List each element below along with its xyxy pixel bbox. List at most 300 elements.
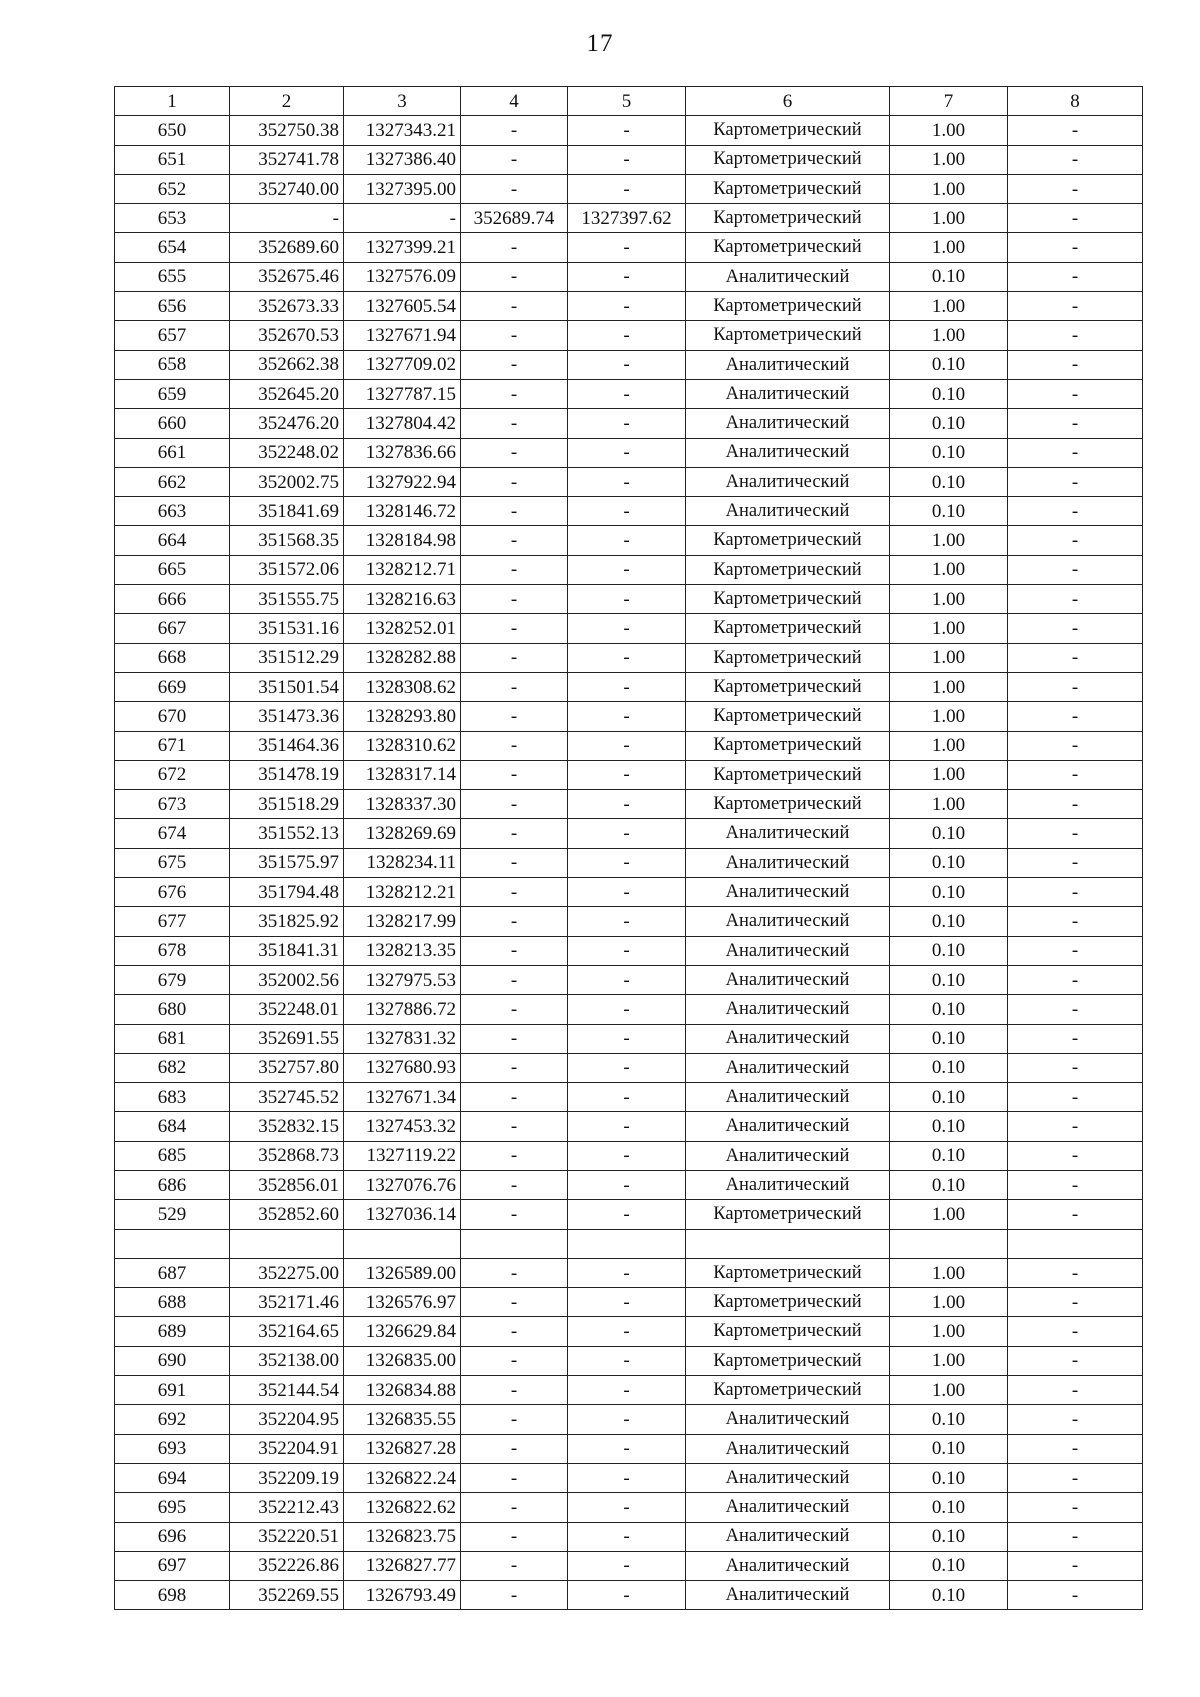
point-number-cell: 655 [115, 262, 230, 291]
method-cell: Картометрический [686, 1346, 890, 1375]
y-coordinate-cell: 1327576.09 [344, 262, 461, 291]
x-coordinate-cell: 352832.15 [230, 1112, 344, 1141]
x-alt-cell: - [461, 116, 568, 145]
table-header [115, 87, 1143, 116]
y-alt-cell: - [568, 1434, 686, 1463]
x-alt-cell: - [461, 965, 568, 994]
x-alt-cell: - [461, 1434, 568, 1463]
note-cell: - [1008, 1112, 1143, 1141]
method-cell: Картометрический [686, 760, 890, 789]
point-number-cell: 670 [115, 702, 230, 731]
x-coordinate-cell: 351531.16 [230, 614, 344, 643]
point-number-cell: 671 [115, 731, 230, 760]
x-alt-cell: - [461, 292, 568, 321]
x-coordinate-cell: 352002.75 [230, 467, 344, 496]
note-cell: - [1008, 292, 1143, 321]
note-cell: - [1008, 497, 1143, 526]
table-row [115, 1463, 1143, 1492]
note-cell: - [1008, 819, 1143, 848]
y-alt-cell: - [568, 995, 686, 1024]
point-number-cell: 696 [115, 1522, 230, 1551]
note-cell: - [1008, 409, 1143, 438]
y-coordinate-cell: 1326589.00 [344, 1258, 461, 1287]
table-row [115, 438, 1143, 467]
point-number-cell: 660 [115, 409, 230, 438]
x-alt-cell: - [461, 1141, 568, 1170]
point-number-cell: 665 [115, 555, 230, 584]
method-cell: Картометрический [686, 174, 890, 203]
point-number-cell: 690 [115, 1346, 230, 1375]
accuracy-cell: 1.00 [890, 204, 1008, 233]
note-cell: - [1008, 1346, 1143, 1375]
point-number-cell: 698 [115, 1581, 230, 1610]
table-row [115, 1581, 1143, 1610]
x-coordinate-cell: 352476.20 [230, 409, 344, 438]
method-cell: Аналитический [686, 1551, 890, 1580]
x-coordinate-cell: 351464.36 [230, 731, 344, 760]
point-number-cell: 681 [115, 1024, 230, 1053]
x-coordinate-cell: 352741.78 [230, 145, 344, 174]
y-coordinate-cell: 1326835.55 [344, 1405, 461, 1434]
table-row [115, 1434, 1143, 1463]
method-cell: Аналитический [686, 262, 890, 291]
point-number-cell: 651 [115, 145, 230, 174]
accuracy-cell: 0.10 [890, 965, 1008, 994]
x-alt-cell: - [461, 379, 568, 408]
point-number-cell: 697 [115, 1551, 230, 1580]
accuracy-cell: 1.00 [890, 116, 1008, 145]
accuracy-cell: 1.00 [890, 672, 1008, 701]
y-coordinate-cell: 1328317.14 [344, 760, 461, 789]
accuracy-cell: 0.10 [890, 262, 1008, 291]
y-alt-cell: - [568, 1346, 686, 1375]
table-row [115, 1493, 1143, 1522]
accuracy-cell: 0.10 [890, 878, 1008, 907]
x-coordinate-cell: 351841.69 [230, 497, 344, 526]
y-coordinate-cell: 1326823.75 [344, 1522, 461, 1551]
point-number-cell: 663 [115, 497, 230, 526]
table-row [115, 936, 1143, 965]
point-number-cell: 650 [115, 116, 230, 145]
y-coordinate-cell: 1326822.24 [344, 1463, 461, 1492]
note-cell: - [1008, 760, 1143, 789]
x-alt-cell: - [461, 233, 568, 262]
x-coordinate-cell: 351518.29 [230, 790, 344, 819]
point-number-cell: 662 [115, 467, 230, 496]
point-number-cell: 664 [115, 526, 230, 555]
point-number-cell: 680 [115, 995, 230, 1024]
x-coordinate-cell: 352740.00 [230, 174, 344, 203]
note-cell: - [1008, 262, 1143, 291]
x-coordinate-cell: 352691.55 [230, 1024, 344, 1053]
y-coordinate-cell: 1327804.42 [344, 409, 461, 438]
method-cell: Аналитический [686, 848, 890, 877]
point-number-cell: 669 [115, 672, 230, 701]
y-alt-cell: - [568, 1317, 686, 1346]
y-alt-cell: - [568, 1463, 686, 1492]
accuracy-cell: 0.10 [890, 497, 1008, 526]
x-coordinate-cell: 352852.60 [230, 1200, 344, 1229]
x-coordinate-cell: 351478.19 [230, 760, 344, 789]
point-number-cell: 666 [115, 585, 230, 614]
y-coordinate-cell: 1328212.21 [344, 878, 461, 907]
y-alt-cell: - [568, 438, 686, 467]
method-cell: Аналитический [686, 350, 890, 379]
table-row [115, 1551, 1143, 1580]
point-number-cell: 652 [115, 174, 230, 203]
y-coordinate-cell: 1326827.77 [344, 1551, 461, 1580]
x-alt-cell: - [461, 1083, 568, 1112]
x-alt-cell: - [461, 878, 568, 907]
y-alt-cell: - [568, 1141, 686, 1170]
y-coordinate-cell: 1328216.63 [344, 585, 461, 614]
note-cell: - [1008, 907, 1143, 936]
table-row [115, 965, 1143, 994]
point-number-cell: 692 [115, 1405, 230, 1434]
y-coordinate-cell: 1327975.53 [344, 965, 461, 994]
accuracy-cell: 1.00 [890, 1288, 1008, 1317]
y-coordinate-cell: 1327787.15 [344, 379, 461, 408]
x-alt-cell: - [461, 1581, 568, 1610]
x-alt-cell: - [461, 467, 568, 496]
note-cell: - [1008, 1581, 1143, 1610]
method-cell: Картометрический [686, 585, 890, 614]
method-cell: Картометрический [686, 1200, 890, 1229]
x-alt-cell: - [461, 1463, 568, 1492]
note-cell: - [1008, 936, 1143, 965]
y-alt-cell: - [568, 262, 686, 291]
x-alt-cell: - [461, 848, 568, 877]
table-row [115, 614, 1143, 643]
note-cell: - [1008, 1200, 1143, 1229]
method-cell: Аналитический [686, 438, 890, 467]
y-alt-cell: 1327397.62 [568, 204, 686, 233]
accuracy-cell: 1.00 [890, 321, 1008, 350]
point-number-cell: 674 [115, 819, 230, 848]
header-cell: 5 [568, 87, 686, 116]
header-cell: 2 [230, 87, 344, 116]
accuracy-cell: 1.00 [890, 614, 1008, 643]
note-cell: - [1008, 116, 1143, 145]
y-coordinate-cell: 1328269.69 [344, 819, 461, 848]
table-row [115, 262, 1143, 291]
note-cell: - [1008, 1405, 1143, 1434]
x-alt-cell: - [461, 409, 568, 438]
note-cell: - [1008, 321, 1143, 350]
table-row [115, 1522, 1143, 1551]
y-coordinate-cell: 1327076.76 [344, 1170, 461, 1199]
table-row [115, 790, 1143, 819]
y-coordinate-cell: 1328184.98 [344, 526, 461, 555]
x-alt-cell: - [461, 174, 568, 203]
method-cell: Картометрический [686, 1317, 890, 1346]
y-coordinate-cell: 1328337.30 [344, 790, 461, 819]
accuracy-cell: 1.00 [890, 233, 1008, 262]
note-cell: - [1008, 878, 1143, 907]
note-cell: - [1008, 1376, 1143, 1405]
accuracy-cell: 0.10 [890, 1141, 1008, 1170]
x-alt-cell: - [461, 1024, 568, 1053]
y-alt-cell: - [568, 878, 686, 907]
x-coordinate-cell: - [230, 204, 344, 233]
y-alt-cell: - [568, 467, 686, 496]
point-number-cell: 686 [115, 1170, 230, 1199]
x-coordinate-cell: 352164.65 [230, 1317, 344, 1346]
accuracy-cell: 0.10 [890, 1024, 1008, 1053]
x-alt-cell: - [461, 497, 568, 526]
accuracy-cell: 0.10 [890, 995, 1008, 1024]
x-coordinate-cell: 351825.92 [230, 907, 344, 936]
x-alt-cell: - [461, 614, 568, 643]
page-number: 17 [586, 30, 614, 57]
note-cell: - [1008, 438, 1143, 467]
y-alt-cell: - [568, 1493, 686, 1522]
table-row [115, 174, 1143, 203]
y-coordinate-cell: 1328282.88 [344, 643, 461, 672]
accuracy-cell: 0.10 [890, 936, 1008, 965]
note-cell: - [1008, 731, 1143, 760]
x-coordinate-cell: 352269.55 [230, 1581, 344, 1610]
note-cell: - [1008, 672, 1143, 701]
table-row [115, 1053, 1143, 1082]
x-alt-cell: - [461, 1522, 568, 1551]
method-cell: Картометрический [686, 233, 890, 262]
accuracy-cell: 0.10 [890, 350, 1008, 379]
note-cell: - [1008, 467, 1143, 496]
accuracy-cell: 0.10 [890, 1405, 1008, 1434]
x-coordinate-cell: 351501.54 [230, 672, 344, 701]
x-coordinate-cell: 352675.46 [230, 262, 344, 291]
point-number-cell: 682 [115, 1053, 230, 1082]
y-alt-cell: - [568, 672, 686, 701]
y-alt-cell: - [568, 1112, 686, 1141]
table-row [115, 1288, 1143, 1317]
accuracy-cell: 1.00 [890, 526, 1008, 555]
note-cell [1008, 1229, 1143, 1258]
note-cell: - [1008, 555, 1143, 584]
x-alt-cell: - [461, 1346, 568, 1375]
x-alt-cell: - [461, 643, 568, 672]
y-alt-cell: - [568, 555, 686, 584]
method-cell: Аналитический [686, 1463, 890, 1492]
point-number-cell: 691 [115, 1376, 230, 1405]
x-coordinate-cell: 352856.01 [230, 1170, 344, 1199]
method-cell: Аналитический [686, 497, 890, 526]
header-cell: 6 [686, 87, 890, 116]
accuracy-cell: 1.00 [890, 643, 1008, 672]
note-cell: - [1008, 350, 1143, 379]
method-cell: Аналитический [686, 819, 890, 848]
method-cell: Аналитический [686, 1493, 890, 1522]
x-alt-cell: - [461, 1405, 568, 1434]
table-row [115, 1024, 1143, 1053]
x-alt-cell: - [461, 1551, 568, 1580]
method-cell: Картометрический [686, 116, 890, 145]
y-coordinate-cell [344, 1229, 461, 1258]
table-row [115, 526, 1143, 555]
y-coordinate-cell: 1328217.99 [344, 907, 461, 936]
table-row [115, 1317, 1143, 1346]
method-cell: Аналитический [686, 467, 890, 496]
y-coordinate-cell: 1327395.00 [344, 174, 461, 203]
method-cell: Картометрический [686, 643, 890, 672]
method-cell: Картометрический [686, 555, 890, 584]
x-coordinate-cell: 352645.20 [230, 379, 344, 408]
x-coordinate-cell: 352002.56 [230, 965, 344, 994]
y-alt-cell: - [568, 907, 686, 936]
note-cell: - [1008, 1317, 1143, 1346]
table-row [115, 292, 1143, 321]
x-alt-cell: - [461, 262, 568, 291]
method-cell: Картометрический [686, 292, 890, 321]
accuracy-cell: 0.10 [890, 409, 1008, 438]
accuracy-cell: 1.00 [890, 145, 1008, 174]
accuracy-cell: 0.10 [890, 467, 1008, 496]
y-coordinate-cell: 1328213.35 [344, 936, 461, 965]
y-alt-cell: - [568, 526, 686, 555]
accuracy-cell: 0.10 [890, 1434, 1008, 1463]
table-row [115, 1083, 1143, 1112]
x-coordinate-cell: 351555.75 [230, 585, 344, 614]
method-cell: Картометрический [686, 145, 890, 174]
y-coordinate-cell: 1326835.00 [344, 1346, 461, 1375]
table-row [115, 1112, 1143, 1141]
coordinates-table [114, 86, 1143, 1610]
y-alt-cell: - [568, 614, 686, 643]
accuracy-cell: 0.10 [890, 1493, 1008, 1522]
x-coordinate-cell: 352745.52 [230, 1083, 344, 1112]
method-cell: Аналитический [686, 1024, 890, 1053]
note-cell: - [1008, 1170, 1143, 1199]
accuracy-cell: 0.10 [890, 819, 1008, 848]
table-row [115, 116, 1143, 145]
x-coordinate-cell: 351568.35 [230, 526, 344, 555]
y-coordinate-cell: 1326834.88 [344, 1376, 461, 1405]
y-coordinate-cell: 1327343.21 [344, 116, 461, 145]
accuracy-cell: 0.10 [890, 1083, 1008, 1112]
x-alt-cell: - [461, 1288, 568, 1317]
header-cell: 1 [115, 87, 230, 116]
x-coordinate-cell: 352171.46 [230, 1288, 344, 1317]
y-coordinate-cell: 1327831.32 [344, 1024, 461, 1053]
y-alt-cell: - [568, 848, 686, 877]
note-cell: - [1008, 526, 1143, 555]
y-alt-cell: - [568, 321, 686, 350]
table-row [115, 907, 1143, 936]
method-cell: Картометрический [686, 321, 890, 350]
x-coordinate-cell: 351572.06 [230, 555, 344, 584]
note-cell: - [1008, 995, 1143, 1024]
y-alt-cell: - [568, 585, 686, 614]
note-cell: - [1008, 174, 1143, 203]
x-coordinate-cell: 352226.86 [230, 1551, 344, 1580]
note-cell: - [1008, 1024, 1143, 1053]
point-number-cell: 653 [115, 204, 230, 233]
table-row [115, 467, 1143, 496]
x-coordinate-cell: 352757.80 [230, 1053, 344, 1082]
x-alt-cell: 352689.74 [461, 204, 568, 233]
x-alt-cell: - [461, 321, 568, 350]
x-alt-cell [461, 1229, 568, 1258]
method-cell: Картометрический [686, 1288, 890, 1317]
y-coordinate-cell: 1327036.14 [344, 1200, 461, 1229]
x-coordinate-cell: 352662.38 [230, 350, 344, 379]
y-alt-cell: - [568, 936, 686, 965]
x-alt-cell: - [461, 1317, 568, 1346]
x-coordinate-cell: 351552.13 [230, 819, 344, 848]
point-number-cell: 676 [115, 878, 230, 907]
table-row [115, 1229, 1143, 1258]
table-row [115, 1376, 1143, 1405]
x-alt-cell: - [461, 350, 568, 379]
accuracy-cell: 1.00 [890, 702, 1008, 731]
accuracy-cell: 1.00 [890, 1200, 1008, 1229]
y-coordinate-cell: - [344, 204, 461, 233]
table-row [115, 350, 1143, 379]
method-cell: Аналитический [686, 1434, 890, 1463]
y-alt-cell: - [568, 965, 686, 994]
y-coordinate-cell: 1328234.11 [344, 848, 461, 877]
table-row [115, 233, 1143, 262]
note-cell: - [1008, 1434, 1143, 1463]
x-alt-cell: - [461, 1258, 568, 1287]
accuracy-cell: 0.10 [890, 379, 1008, 408]
y-alt-cell: - [568, 379, 686, 408]
x-coordinate-cell: 352750.38 [230, 116, 344, 145]
note-cell: - [1008, 1083, 1143, 1112]
x-alt-cell: - [461, 1493, 568, 1522]
x-coordinate-cell: 352138.00 [230, 1346, 344, 1375]
x-alt-cell: - [461, 731, 568, 760]
point-number-cell: 677 [115, 907, 230, 936]
table-row [115, 1405, 1143, 1434]
accuracy-cell: 0.10 [890, 1522, 1008, 1551]
accuracy-cell: 1.00 [890, 555, 1008, 584]
y-alt-cell: - [568, 174, 686, 203]
accuracy-cell: 1.00 [890, 1317, 1008, 1346]
method-cell: Аналитический [686, 907, 890, 936]
accuracy-cell: 0.10 [890, 1581, 1008, 1610]
x-alt-cell: - [461, 907, 568, 936]
y-coordinate-cell: 1328310.62 [344, 731, 461, 760]
y-alt-cell: - [568, 1581, 686, 1610]
table-row [115, 702, 1143, 731]
table-row [115, 848, 1143, 877]
x-coordinate-cell: 352212.43 [230, 1493, 344, 1522]
y-alt-cell: - [568, 116, 686, 145]
note-cell: - [1008, 145, 1143, 174]
x-alt-cell: - [461, 585, 568, 614]
y-coordinate-cell: 1327836.66 [344, 438, 461, 467]
y-coordinate-cell: 1327671.34 [344, 1083, 461, 1112]
x-alt-cell: - [461, 1200, 568, 1229]
x-coordinate-cell: 351841.31 [230, 936, 344, 965]
note-cell: - [1008, 790, 1143, 819]
y-alt-cell: - [568, 233, 686, 262]
x-alt-cell: - [461, 790, 568, 819]
point-number-cell: 693 [115, 1434, 230, 1463]
x-coordinate-cell: 352673.33 [230, 292, 344, 321]
table-row [115, 1141, 1143, 1170]
x-alt-cell: - [461, 819, 568, 848]
method-cell: Аналитический [686, 936, 890, 965]
point-number-cell: 654 [115, 233, 230, 262]
x-alt-cell: - [461, 438, 568, 467]
note-cell: - [1008, 233, 1143, 262]
table-row [115, 1170, 1143, 1199]
table-row [115, 643, 1143, 672]
y-coordinate-cell: 1326629.84 [344, 1317, 461, 1346]
